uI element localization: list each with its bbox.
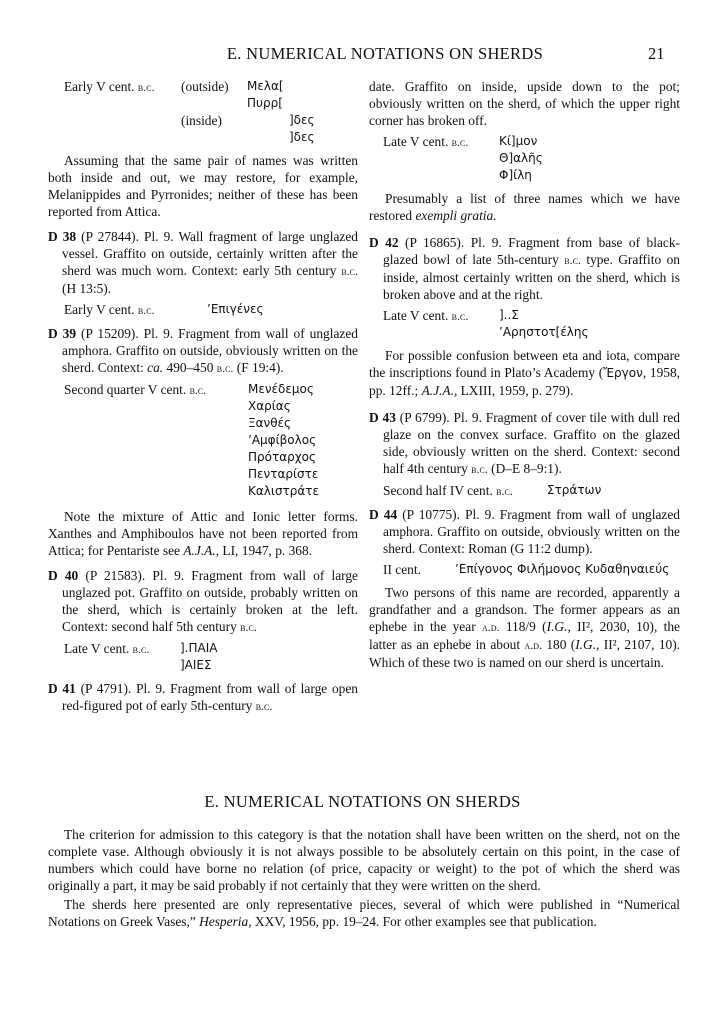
catalog-entry-d38: D 38 (P 27844). Pl. 9. Wall fragment of large unglazed vessel. Graffito on outside, certainly written after the sherd was much worn. Context: early 5th century b.c. (H 13:5). [48,229,358,296]
left-column [48,78,358,715]
right-column [369,78,680,671]
inscription-line: Θ]αλῆς [499,151,543,165]
inscription-text: Στράτων [547,483,602,497]
entry-number: D 40 [48,568,79,583]
inscription-line: ].ΠΑΙΑ [180,641,218,655]
catalog-entry-continuation: date. Graffito on inside, upside down to the pot; obviously written on the sherd, of which the upper right corner has broken off. [369,79,680,128]
catalog-entry-d42: D 42 (P 16865). Pl. 9. Fragment from base of black-glazed bowl of late 5th-century b.c. type. Graffito on inside, almost certainly written on the sherd, which is broken above and at the right. [369,235,680,302]
inscription-line: Καλιστράτε [248,484,320,498]
inscription-line: Πρόταρχος [248,450,317,464]
inscription-line: ’Αρηστοτ[έλης [499,325,589,339]
inscription-block-top [64,78,358,146]
catalog-entry-d40: D 40 (P 21583). Pl. 9. Fragment from wall of large unglazed pot. Graffito on outside, probably written on the sherd, which is certainly broken at the left. Context: second half 5th century b.c. [48,568,358,634]
page-number: 21 [648,44,665,63]
inscription-block: Second quarter V cent. b.c. Μενέδεμος Χαρίας Ξανθές ’Αμφίβολος Πρόταρχος Πενταρίστε Καλιστράτε [64,382,320,498]
catalog-entry-d39: D 39 (P 15209). Pl. 9. Fragment from wall of unglazed amphora. Graffito on outside, obviously written on the sherd. Context: ca. 490–450 b.c. (F 19:4). [48,326,358,375]
inscription-line: Κί]μον [499,134,538,148]
entry-number: D 44 [369,507,398,522]
inscription-line: Πυρρ[ [247,96,283,110]
inscription-side-label: (outside) [181,79,229,94]
entry-number: D 39 [48,326,77,341]
inscription-block: Early V cent. b.c. ’Επιγένες [64,302,264,317]
commentary-paragraph: Assuming that the same pair of names was written both inside and out, we may restore, for example, Melanippides and Pyrronides; neither of these has been reported from Attica. [48,153,358,219]
catalog-entry-d44: D 44 (P 10775). Pl. 9. Fragment from wall of unglazed amphora. Graffito on outside, obviously written on the sherd. Context: Roman (G 11:2 dump). [369,507,680,556]
inscription-text: ’Επίγονος Φιλήμονος Κυδαθηναιεύς [455,562,670,576]
catalog-entry-d41: D 41 (P 4791). Pl. 9. Fragment from wall of large open red-figured pot of early 5th-century b.c. [48,681,358,713]
inscription-line: ]ΑΙΕΣ [180,658,212,672]
body-paragraph: The sherds here presented are only representative pieces, several of which were published in “Numerical Notations on Greek Vases,” Hesperia, XXV, 1956, pp. 19–24. For other examples see that publication. [48,897,680,929]
section-body [48,826,680,932]
inscription-block: Second half IV cent. b.c. Στράτων [383,483,602,498]
inscription-line: Μενέδεμος [248,382,314,396]
inscription-line: Πενταρίστε [248,467,319,481]
commentary-paragraph: Two persons of this name are recorded, apparently a grandfather and a grandson. The former appears as an ephebe in the year a.d. 118/9 (I.G., II², 2030, 10), the latter as an ephebe in about a.d. 180 (I.G., II², 2107, 10). Which of these two is named on our sherd is uncertain. [369,585,681,670]
inscription-date: Early V cent. [64,79,138,94]
inscription-block: Late V cent. b.c. ]..Σ ’Αρηστοτ[έλης [383,308,589,339]
inscription-block: Late V cent. b.c. ].ΠΑΙΑ ]ΑΙΕΣ [64,641,218,672]
inscription-block: Late V cent. b.c. Κί]μον Θ]αλῆς Φ]ίλη [383,134,543,182]
inscription-text: ’Επιγένες [207,302,264,316]
inscription-line: ’Αμφίβολος [248,433,317,447]
inscription-line: Χαρίας [248,399,291,413]
inscription-line: Φ]ίλη [499,168,532,182]
commentary-paragraph: Presumably a list of three names which we have restored exempli gratia. [369,191,680,223]
inscription-line: ]..Σ [499,308,519,322]
section-title: E. NUMERICAL NOTATIONS ON SHERDS [204,792,521,811]
entry-number: D 43 [369,410,396,425]
commentary-paragraph: For possible confusion between eta and iota, compare the inscriptions found in Plato’s Academy (Ἔργον, 1958, pp. 12ff.; A.J.A., LXIII, 1959, p. 279). [369,348,681,398]
running-title: E. NUMERICAL NOTATIONS ON SHERDS [226,44,544,63]
inscription-line: ]δες [289,130,315,144]
entry-number: D 38 [48,229,77,244]
inscription-block: II cent. ’Επίγονος Φιλήμονος Κυδαθηναιεύς [383,562,670,577]
catalog-entry-d43: D 43 (P 6799). Pl. 9. Fragment of cover tile with dull red glaze on the convex surface. Graffito on the glazed side, obviously written on the sherd. Context: second half 4th century b.c. (D–E 8–9:1). [369,410,680,476]
inscription-line: Μελα[ [247,79,284,93]
inscription-date-era: b.c. [137,80,155,94]
body-paragraph: The criterion for admission to this category is that the notation shall have been written on the sherd, not on the complete vase. Although obviously it is not always possible to be absolutely certain on this point, in the case of numbers which could have borne no relation (of price, capacity or weight) to the pot of which the sherd was originally a part, it may be said probably if not certainly that they were written on the sherd. [48,827,680,893]
commentary-paragraph: Note the mixture of Attic and Ionic letter forms. Xanthes and Amphiboulos have not been reported from Attica; for Pentariste see A.J.A., LI, 1947, p. 368. [48,509,358,558]
inscription-side-label: (inside) [181,113,222,128]
inscription-line: ]δες [289,113,315,127]
entry-number: D 42 [369,235,399,250]
entry-number: D 41 [48,681,76,696]
inscription-line: Ξανθές [248,416,292,430]
